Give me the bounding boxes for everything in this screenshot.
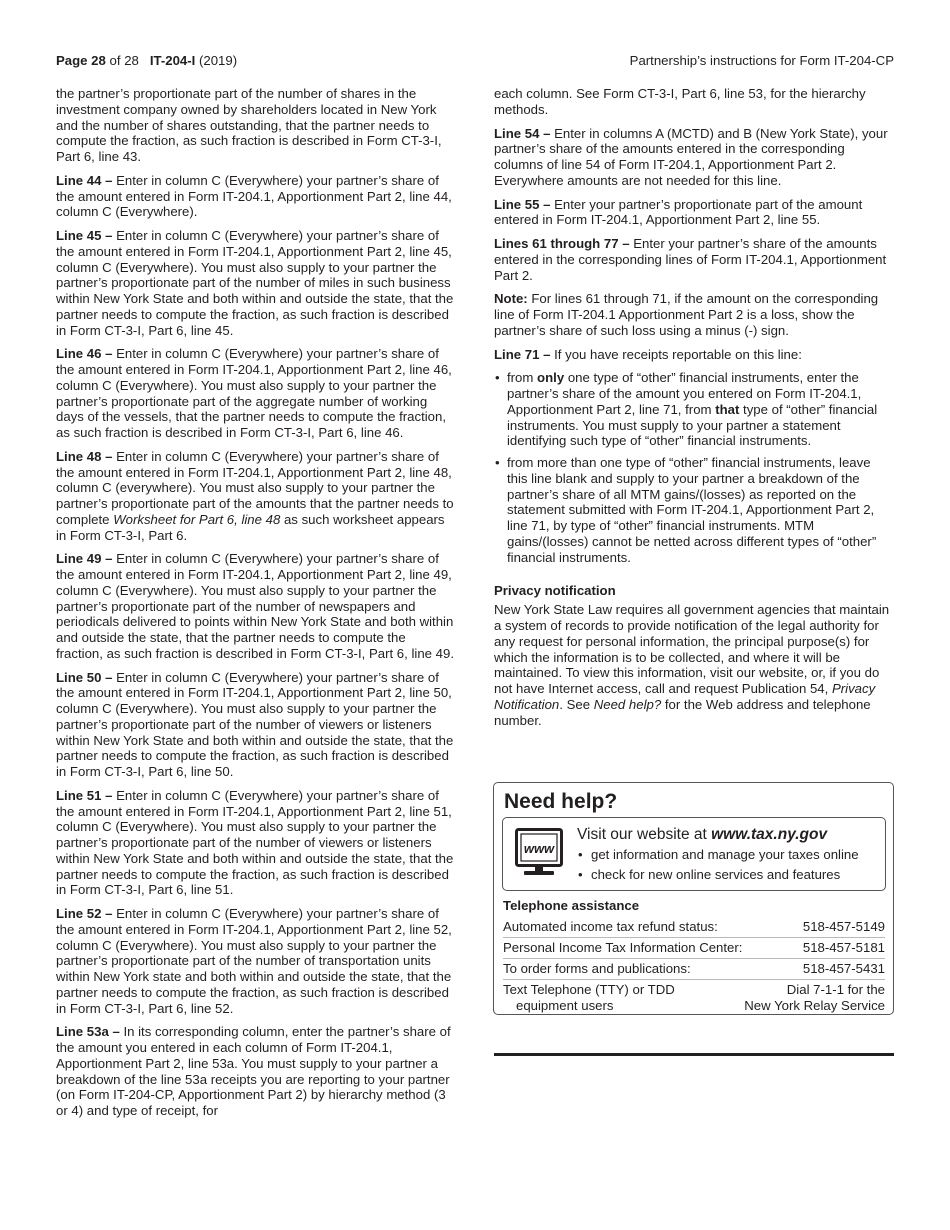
paragraph-line-51: Line 51 – Enter in column C (Everywhere) your partner’s share of the amount entered in Form IT-204.1, Apportionment Part 2, line 51, column C (Everywhere). You must also supply to your partner the partner’s proportionate part of the number of viewers or listeners within New York State and both within and outside the state, that the partner needs to compute the fraction, as such fraction is described in Form CT-3-I, Part 6, line 51. <box>56 787 454 898</box>
form-year: (2019) <box>199 53 238 68</box>
phone-number-cont: New York Relay Service <box>744 998 885 1013</box>
need-help-box <box>493 782 894 1015</box>
section-divider <box>494 1053 894 1056</box>
phone-row-tty <box>503 980 885 1016</box>
line-71-bullets <box>494 370 894 565</box>
paragraph-continued: each column. See Form CT-3-I, Part 6, line 53, for the hierarchy methods. <box>494 86 866 117</box>
phone-number: 518-457-5181 <box>802 940 885 955</box>
website-link[interactable]: www.tax.ny.gov <box>711 826 828 843</box>
privacy-paragraph: New York State Law requires all government agencies that maintain a system of records to provide notification of the legal authority for any request for personal information, the principal purpose(s) for which the information is to be collected, and where it will be maintained. To view this information, visit our website, or, if you do not have Internet access, call and request Publication 54, Privacy Notification. See Need help? for the Web address and telephone number. <box>494 602 890 728</box>
bullet-icon: • <box>495 455 500 470</box>
computer-monitor-icon <box>515 828 563 878</box>
paragraph-line-53a: Line 53a – In its corresponding column, enter the partner’s share of the amount you entered in each column of Form IT-204.1, Apportionment Part 2, line 53a. You must supply to your partner a breakdown of the line 53a receipts you are reporting to your partner (on Form IT-204-CP, Apportionment Part 2) by hierarchy method (3 or 4) and type of receipt, for <box>56 1024 451 1118</box>
bullet-icon: • <box>495 370 500 386</box>
privacy-heading: Privacy notification <box>494 583 616 599</box>
right-column <box>494 86 894 736</box>
paragraph-line-46: Line 46 – Enter in column C (Everywhere) your partner’s share of the amount entered in Form IT-204.1, Apportionment Part 2, line 46, column C (Everywhere). You must also supply to your partner the partner’s proportionate part of the aggregate number of working days of the vessels, that the partner needs to compute the fraction, as such fraction is described in Form CT-3-I, Part 6, line 46. <box>56 346 452 440</box>
phone-label: Text Telephone (TTY) or TDD <box>503 982 675 997</box>
phone-label: Personal Income Tax Information Center: <box>503 940 743 955</box>
paragraph-line-54: Line 54 – Enter in columns A (MCTD) and B (New York State), your partner’s share of the amounts entered in the corresponding columns of line 54 of Form IT-204.1, Apportionment Part 2. Everywhere amounts are not needed for this line. <box>494 125 888 188</box>
list-item: • get information and manage your taxes online <box>577 845 882 865</box>
list-item: • check for new online services and features <box>577 865 882 885</box>
list-item: • from more than one type of “other” financial instruments, leave this line blank and supply to your partner a breakdown of the partner’s share of all MTM gains/(losses) as reported on the statement submitted with Form IT-204.1, Apportionment Part 2, line 71, by type of “other” financial instruments. MTM gains/(losses) cannot be netted across different types of “other” financial instruments. <box>495 455 877 565</box>
paragraph-line-50: Line 50 – Enter in column C (Everywhere) your partner’s share of the amount entered in Form IT-204.1, Apportionment Part 2, line 50, column C (Everywhere). You must also supply to your partner the partner’s proportionate part of the number of viewers or listeners within New York State and both within and outside the state, that the partner needs to compute the fraction, as such fraction is described in Form CT-3-I, Part 6, line 50. <box>56 669 454 779</box>
paragraph-line-52: Line 52 – Enter in column C (Everywhere) your partner’s share of the amount entered in Form IT-204.1, Apportionment Part 2, line 52, column C (Everywhere). You must also supply to your partner the partner’s proportionate part of the number of transportation units within New York state and both within and outside the state, that the partner needs to compute the fraction, as such fraction is described in Form CT-3-I, Part 6, line 52. <box>56 906 452 1016</box>
phone-number: Dial 7-1-1 for the <box>786 982 885 997</box>
paragraph-line-55: Line 55 – Enter your partner’s proportionate part of the amount entered in Form IT-204.1, Apportionment Part 2, line 55. <box>494 196 863 228</box>
page-number: Page 28 of 28 IT-204-I (2019) <box>56 53 238 68</box>
paragraph-line-45: Line 45 – Enter in column C (Everywhere) your partner’s share of the amount entered in Form IT-204.1, Apportionment Part 2, line 45, column C (Everywhere). You must also supply to your partner the partner’s proportionate part of the number of miles in such business within New York State and both within and outside the state, that the partner needs to compute the fraction, as such fraction is described in Form CT-3-I, Part 6, line 45. <box>56 228 454 338</box>
paragraph-line-49: Line 49 – Enter in column C (Everywhere) your partner’s share of the amount entered in Form IT-204.1, Apportionment Part 2, line 49, column C (Everywhere). You must also supply to your partner the partner’s proportionate part of the number of newspapers and periodicals delivered to points within New York State and both within and outside the state, that the partner needs to compute the fraction, as such fraction is described in Form CT-3-I, Part 6, line 49. <box>56 551 454 661</box>
paragraph-note: Note: For lines 61 through 71, if the amount on the corresponding line of Form IT-204.1 Apportionment Part 2 is a loss, show the partner’s share of such loss using a minus (-) sign. <box>494 291 879 338</box>
list-item: • from only one type of “other” financial instruments, enter the partner’s share of the amount you entered on Form IT-204.1, Apportionment Part 2, line 71, from that type of “other” financial instruments. You must supply to your partner a statement identifying such type of “other” financial instruments. <box>495 370 878 449</box>
left-column <box>56 86 456 1127</box>
phone-label: To order forms and publications: <box>503 961 691 976</box>
phone-label-cont: equipment users <box>516 998 614 1013</box>
telephone-heading: Telephone assistance <box>503 898 640 913</box>
paragraph-lines-61-77: Lines 61 through 77 – Enter your partner’s share of the amounts entered in the corresponding lines of Form IT-204.1, Apportionment Part 2. <box>494 236 887 283</box>
paragraph-line-48: Line 48 – Enter in column C (Everywhere) your partner’s share of the amount entered in Form IT-204.1, Apportionment Part 2, line 48, column C (everywhere). You must also supply to your partner the partner’s proportionate part of the amounts that the partner needs to complete Worksheet for Part 6, line 48 as such worksheet appears in Form CT-3-I, Part 6. <box>56 448 454 543</box>
paragraph-line-71: Line 71 – If you have receipts reportable on this line: <box>494 346 802 362</box>
need-help-title: Need help? <box>504 790 618 813</box>
website-text: Visit our website at www.tax.ny.gov • get information and manage your taxes online • check for new online services and features <box>577 824 882 885</box>
bullet-icon: • <box>578 847 583 862</box>
telephone-assistance <box>503 897 885 1016</box>
phone-number: 518-457-5431 <box>802 961 885 976</box>
paragraph-continued: the partner’s proportionate part of the number of shares in the investment company owned by shareholders located in New York and the number of shares outstanding, that the partner needs to compute the fraction, as such fraction is described in Form CT-3-I, Part 6, line 43. <box>56 86 442 164</box>
phone-row <box>503 917 885 938</box>
phone-row <box>503 938 885 959</box>
phone-number: 518-457-5149 <box>802 919 885 934</box>
bullet-icon: • <box>578 867 583 882</box>
header-title: Partnership’s instructions for Form IT-204-CP <box>629 53 894 68</box>
paragraph-line-44: Line 44 – Enter in column C (Everywhere) your partner’s share of the amount entered in Form IT-204.1, Apportionment Part 2, line 44, column C (Everywhere). <box>56 172 452 220</box>
phone-row <box>503 959 885 980</box>
form-id: IT-204-I <box>149 53 196 68</box>
phone-label: Automated income tax refund status: <box>503 919 718 934</box>
www-icon-text: www <box>523 841 555 856</box>
website-box <box>502 817 886 891</box>
page-header <box>56 53 894 71</box>
